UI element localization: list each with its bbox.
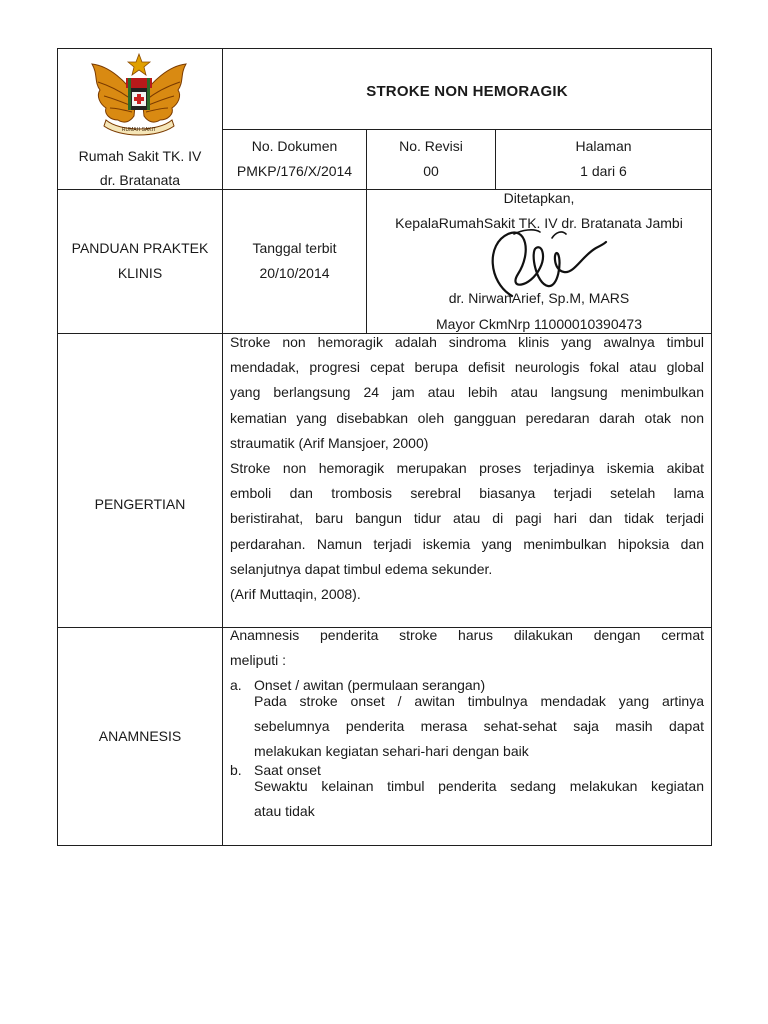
page-label: Halaman: [575, 138, 632, 154]
pengertian-line: Stroke non hemoragik adalah sindroma klinis yang awalnya timbul: [230, 334, 704, 350]
anamnesis-intro-line: meliputi :: [230, 652, 287, 669]
signer-name: dr. NirwanArief, Sp.M, MARS: [448, 290, 630, 306]
pengertian-line: selanjutnya dapat timbul edema sekunder.: [230, 560, 493, 577]
list-item-line: atau tidak: [254, 803, 315, 820]
logo-ribbon-text: RUMAH SAKIT: [121, 127, 157, 133]
list-item-line: melakukan kegiatan sehari-hari dengan baik: [254, 743, 529, 760]
pengertian-line: mendadak, progresi cepat berupa defisit neurologis fokal atau global: [230, 359, 704, 376]
signer-rank: Mayor CkmNrp 11000010390473: [436, 316, 642, 332]
table-border-bottom: [57, 845, 712, 846]
list-item-line: Pada stroke onset / awitan timbulnya mendadak yang artinya: [254, 693, 704, 709]
list-item-line: sebelumnya penderita merasa sehat-sehat saja masih dapat: [254, 718, 704, 735]
pengertian-line: Stroke non hemoragik merupakan proses terjadinya iskemia akibat: [230, 459, 704, 476]
anamnesis-label: ANAMNESIS: [98, 728, 182, 744]
hospital-name-line2: dr. Bratanata: [99, 172, 181, 188]
hospital-logo: [88, 52, 190, 138]
anamnesis-intro-line: Anamnesis penderita stroke harus dilakukan dengan cermat: [230, 627, 704, 643]
pengertian-line: perdarahan. Namun terjadi iskemia yang menimbulkan hipoksia dan: [230, 535, 704, 552]
list-item-line: Sewaktu kelainan timbul penderita sedang melakukan kegiatan: [254, 778, 704, 794]
pengertian-line: beristirahat, baru bangun tidur atau di pagi hari dan tidak terjadi: [230, 510, 704, 527]
list-marker: b.: [230, 762, 242, 778]
list-item-title: Saat onset: [254, 762, 321, 778]
pengertian-text: [230, 330, 704, 607]
document-title: STROKE NON HEMORAGIK: [366, 83, 568, 100]
table-border-right: [711, 48, 712, 846]
list-item-title: Onset / awitan (permulaan serangan): [254, 677, 486, 693]
pengertian-line: (Arif Muttaqin, 2008).: [230, 585, 361, 602]
pengertian-label: PENGERTIAN: [94, 496, 186, 512]
doc-number-value: PMKP/176/X/2014: [236, 163, 353, 179]
anamnesis-item-a-body: [254, 689, 704, 765]
pengertian-line: emboli dan trombosis serebral biasanya terjadi setelah lama: [230, 485, 704, 502]
anamnesis-intro: [230, 623, 704, 673]
table-border-top: [57, 48, 712, 49]
revision-label: No. Revisi: [399, 138, 463, 154]
authority-text: KepalaRumahSakit TK. IV dr. Bratanata Jambi: [395, 215, 683, 231]
issue-date-value: 20/10/2014: [259, 265, 330, 281]
pengertian-line: straumatik (Arif Mansjoer, 2000): [230, 434, 429, 451]
hospital-name: Rumah Sakit TK. IV: [78, 148, 202, 164]
anamnesis-item-b-body: [254, 774, 704, 824]
doc-number-label: No. Dokumen: [251, 138, 338, 154]
established-label: Ditetapkan,: [503, 190, 575, 206]
section-label-line2: KLINIS: [117, 265, 163, 281]
pengertian-line: kematian yang disebabkan oleh gangguan peredaran darah otak non: [230, 409, 704, 426]
list-marker: a.: [230, 677, 242, 693]
page-value: 1 dari 6: [580, 163, 627, 179]
issue-date-label: Tanggal terbit: [252, 240, 337, 256]
pengertian-line: yang berlangsung 24 jam atau lebih atau langsung menimbulkan: [230, 384, 704, 401]
section-label: PANDUAN PRAKTEK: [71, 240, 209, 256]
title-divider: [222, 129, 712, 130]
revision-value: 00: [423, 163, 439, 179]
